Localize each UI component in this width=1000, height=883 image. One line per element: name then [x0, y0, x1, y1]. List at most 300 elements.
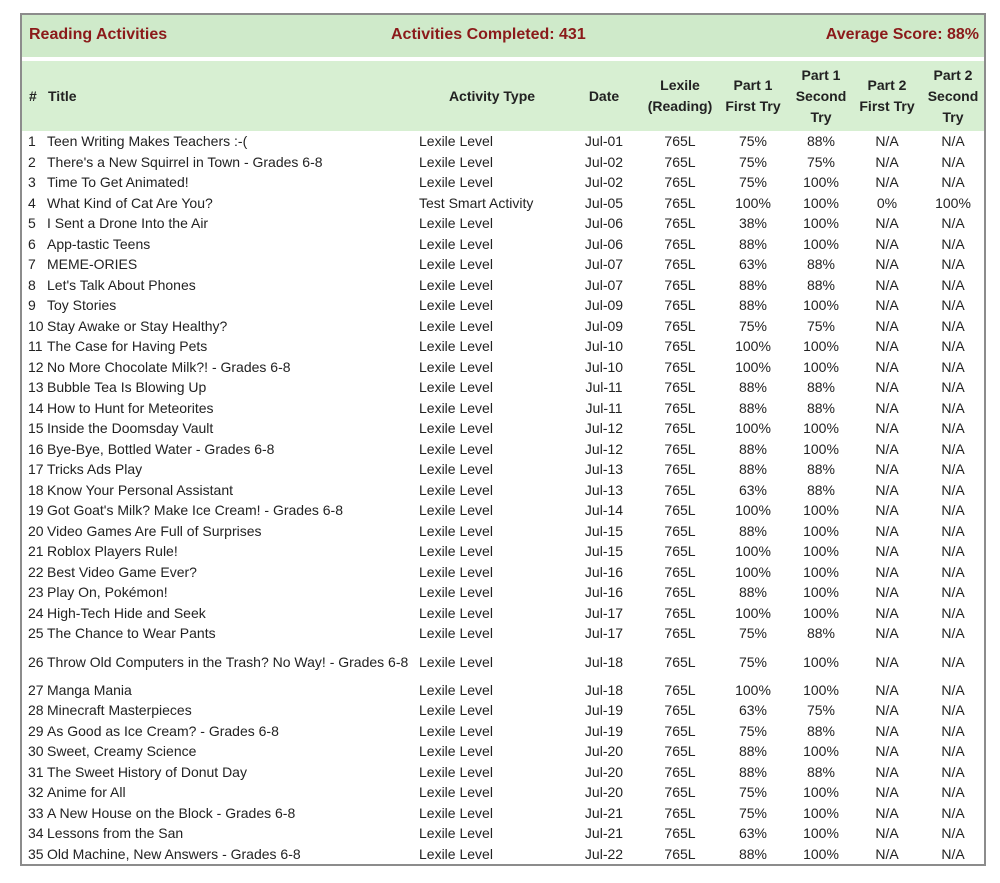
row-part1-first-try: 88%: [738, 440, 768, 457]
row-part2-second-try: N/A: [941, 153, 965, 170]
row-part2-second-try: N/A: [941, 379, 965, 396]
table-row: [22, 234, 984, 255]
row-activity-type: Lexile Level: [419, 481, 493, 498]
row-number: 29: [28, 722, 44, 739]
row-number: 17: [28, 461, 44, 478]
row-part2-second-try: N/A: [941, 440, 965, 457]
row-date: Jul-07: [584, 276, 624, 293]
row-part1-first-try: 75%: [738, 153, 768, 170]
header-lexile: Lexile (Reading): [647, 77, 713, 114]
row-number: 7: [28, 256, 36, 273]
row-part1-first-try: 100%: [735, 681, 771, 698]
row-date: Jul-09: [584, 317, 624, 334]
row-part1-second-try: 88%: [806, 399, 836, 416]
row-part2-first-try: N/A: [875, 502, 899, 519]
row-part2-second-try: N/A: [941, 276, 965, 293]
row-title: I Sent a Drone Into the Air: [47, 215, 209, 232]
table-row: [22, 213, 984, 234]
row-lexile: 765L: [664, 604, 696, 621]
row-part2-second-try: N/A: [941, 358, 965, 375]
row-part1-first-try: 88%: [738, 399, 768, 416]
row-part1-first-try: 63%: [738, 825, 768, 842]
row-part1-second-try: 75%: [806, 317, 836, 334]
row-title: What Kind of Cat Are You?: [47, 194, 213, 211]
row-activity-type: Lexile Level: [419, 338, 493, 355]
row-activity-type: Lexile Level: [419, 133, 493, 150]
row-lexile: 765L: [664, 276, 696, 293]
row-lexile: 765L: [664, 681, 696, 698]
row-part1-second-try: 100%: [803, 653, 839, 670]
row-date: Jul-20: [584, 743, 624, 760]
row-activity-type: Test Smart Activity: [419, 194, 534, 211]
row-date: Jul-16: [584, 563, 624, 580]
row-activity-type: Lexile Level: [419, 722, 493, 739]
row-part2-second-try: N/A: [941, 702, 965, 719]
row-activity-type: Lexile Level: [419, 317, 493, 334]
row-part2-second-try: N/A: [941, 215, 965, 232]
row-title: Time To Get Animated!: [47, 174, 189, 191]
row-part2-second-try: N/A: [941, 235, 965, 252]
row-part1-second-try: 88%: [806, 722, 836, 739]
row-part1-second-try: 88%: [806, 379, 836, 396]
row-lexile: 765L: [664, 174, 696, 191]
row-title: Know Your Personal Assistant: [47, 481, 234, 498]
row-date: Jul-11: [585, 379, 623, 396]
activities-table-body: [22, 131, 984, 864]
row-number: 12: [28, 358, 44, 375]
row-title: How to Hunt for Meteorites: [47, 399, 214, 416]
row-title: Play On, Pokémon!: [47, 584, 168, 601]
row-part1-second-try: 100%: [803, 845, 839, 862]
row-date: Jul-15: [584, 543, 624, 560]
row-part2-first-try: N/A: [875, 625, 899, 642]
row-date: Jul-20: [584, 784, 624, 801]
row-activity-type: Lexile Level: [419, 379, 493, 396]
row-part1-first-try: 75%: [738, 653, 768, 670]
row-part2-first-try: N/A: [875, 702, 899, 719]
row-part1-first-try: 100%: [735, 338, 771, 355]
row-date: Jul-01: [584, 133, 624, 150]
row-part2-first-try: N/A: [875, 215, 899, 232]
row-part2-first-try: N/A: [875, 543, 899, 560]
table-row: [22, 741, 984, 762]
row-date: Jul-02: [584, 153, 624, 170]
row-date: Jul-20: [584, 763, 624, 780]
row-activity-type: Lexile Level: [419, 543, 493, 560]
row-lexile: 765L: [664, 399, 696, 416]
row-activity-type: Lexile Level: [419, 563, 493, 580]
row-title: High-Tech Hide and Seek: [47, 604, 206, 621]
row-part2-first-try: N/A: [875, 235, 899, 252]
table-row: [22, 336, 984, 357]
row-number: 20: [28, 522, 44, 539]
row-date: Jul-10: [584, 358, 624, 375]
average-score: Average Score: 88%: [825, 26, 979, 43]
row-part1-second-try: 100%: [803, 543, 839, 560]
row-part1-first-try: 75%: [738, 722, 768, 739]
panel-title: Reading Activities: [29, 26, 168, 43]
row-part1-second-try: 75%: [806, 702, 836, 719]
row-title: As Good as Ice Cream? - Grades 6-8: [47, 722, 279, 739]
row-part2-first-try: N/A: [875, 743, 899, 760]
row-activity-type: Lexile Level: [419, 763, 493, 780]
row-date: Jul-22: [584, 845, 624, 862]
row-part1-second-try: 100%: [803, 681, 839, 698]
row-number: 25: [28, 625, 44, 642]
row-activity-type: Lexile Level: [419, 153, 493, 170]
row-part1-first-try: 63%: [738, 481, 768, 498]
table-row: [22, 823, 984, 844]
row-title: Bubble Tea Is Blowing Up: [47, 379, 207, 396]
row-number: 28: [28, 702, 44, 719]
row-date: Jul-07: [584, 256, 624, 273]
table-row: [22, 295, 984, 316]
row-part1-second-try: 75%: [806, 153, 836, 170]
row-number: 22: [28, 563, 44, 580]
header-date: Date: [588, 87, 620, 104]
row-part2-second-try: N/A: [941, 481, 965, 498]
row-title: There's a New Squirrel in Town - Grades 6-8: [47, 153, 323, 170]
row-part1-first-try: 75%: [738, 804, 768, 821]
row-part1-first-try: 75%: [738, 174, 768, 191]
row-lexile: 765L: [664, 502, 696, 519]
row-lexile: 765L: [664, 584, 696, 601]
row-activity-type: Lexile Level: [419, 653, 493, 670]
row-part2-second-try: N/A: [941, 563, 965, 580]
table-row: [22, 131, 984, 152]
table-row: [22, 459, 984, 480]
row-part2-first-try: N/A: [875, 133, 899, 150]
row-lexile: 765L: [664, 235, 696, 252]
row-part2-first-try: N/A: [875, 174, 899, 191]
row-part1-second-try: 88%: [806, 763, 836, 780]
row-activity-type: Lexile Level: [419, 784, 493, 801]
row-date: Jul-12: [584, 440, 624, 457]
table-row: [22, 803, 984, 824]
row-title: Let's Talk About Phones: [47, 276, 196, 293]
row-lexile: 765L: [664, 215, 696, 232]
row-date: Jul-17: [584, 604, 624, 621]
row-activity-type: Lexile Level: [419, 461, 493, 478]
row-part1-first-try: 63%: [738, 702, 768, 719]
row-part2-second-try: N/A: [941, 522, 965, 539]
row-number: 30: [28, 743, 44, 760]
table-row: [22, 623, 984, 644]
row-part1-second-try: 100%: [803, 358, 839, 375]
row-title: Throw Old Computers in the Trash? No Way! - Grades 6-8: [47, 653, 409, 670]
row-part1-second-try: 100%: [803, 420, 839, 437]
row-lexile: 765L: [664, 461, 696, 478]
row-part1-first-try: 88%: [738, 297, 768, 314]
row-part1-first-try: 88%: [738, 379, 768, 396]
row-part2-first-try: N/A: [875, 276, 899, 293]
row-date: Jul-19: [584, 722, 624, 739]
row-part1-first-try: 63%: [738, 256, 768, 273]
row-part1-second-try: 100%: [803, 235, 839, 252]
row-part1-second-try: 100%: [803, 338, 839, 355]
table-row: [22, 377, 984, 398]
header-title: Title: [48, 87, 77, 104]
row-number: 3: [28, 174, 36, 191]
row-part1-second-try: 100%: [803, 743, 839, 760]
row-part2-first-try: N/A: [875, 825, 899, 842]
row-title: Stay Awake or Stay Healthy?: [47, 317, 228, 334]
row-activity-type: Lexile Level: [419, 825, 493, 842]
row-title: The Chance to Wear Pants: [47, 625, 216, 642]
row-part1-first-try: 75%: [738, 625, 768, 642]
row-lexile: 765L: [664, 625, 696, 642]
row-number: 4: [28, 194, 36, 211]
row-activity-type: Lexile Level: [419, 743, 493, 760]
table-row: [22, 541, 984, 562]
row-title: A New House on the Block - Grades 6-8: [47, 804, 296, 821]
row-number: 16: [28, 440, 44, 457]
row-title: Minecraft Masterpieces: [47, 702, 192, 719]
row-date: Jul-11: [585, 399, 623, 416]
row-part1-first-try: 75%: [738, 784, 768, 801]
row-title: Teen Writing Makes Teachers :-(: [47, 133, 248, 150]
row-part1-second-try: 100%: [803, 804, 839, 821]
row-lexile: 765L: [664, 743, 696, 760]
row-part1-second-try: 88%: [806, 461, 836, 478]
row-lexile: 765L: [664, 317, 696, 334]
row-title: Manga Mania: [47, 681, 132, 698]
row-part1-second-try: 100%: [803, 563, 839, 580]
row-activity-type: Lexile Level: [419, 256, 493, 273]
table-row: [22, 700, 984, 721]
row-activity-type: Lexile Level: [419, 399, 493, 416]
row-title: Toy Stories: [47, 297, 117, 314]
table-row: [22, 398, 984, 419]
row-part1-second-try: 88%: [806, 276, 836, 293]
row-activity-type: Lexile Level: [419, 235, 493, 252]
table-row: [22, 275, 984, 296]
row-date: Jul-14: [584, 502, 624, 519]
row-part2-first-try: N/A: [875, 317, 899, 334]
row-part2-first-try: N/A: [875, 722, 899, 739]
table-row: [22, 316, 984, 337]
row-date: Jul-18: [584, 653, 624, 670]
row-activity-type: Lexile Level: [419, 625, 493, 642]
table-row: [22, 357, 984, 378]
row-activity-type: Lexile Level: [419, 584, 493, 601]
row-date: Jul-18: [584, 681, 624, 698]
row-lexile: 765L: [664, 256, 696, 273]
row-part1-second-try: 88%: [806, 256, 836, 273]
row-lexile: 765L: [664, 825, 696, 842]
row-title: Lessons from the San: [47, 825, 184, 842]
table-row: [22, 152, 984, 173]
header-activity-type: Activity Type: [448, 87, 536, 104]
row-part1-second-try: 100%: [803, 440, 839, 457]
row-lexile: 765L: [664, 804, 696, 821]
table-row: [22, 480, 984, 501]
row-date: Jul-09: [584, 297, 624, 314]
row-part2-second-try: N/A: [941, 653, 965, 670]
row-date: Jul-19: [584, 702, 624, 719]
row-lexile: 765L: [664, 358, 696, 375]
row-part1-second-try: 100%: [803, 215, 839, 232]
row-lexile: 765L: [664, 653, 696, 670]
row-part2-second-try: N/A: [941, 681, 965, 698]
row-date: Jul-10: [584, 338, 624, 355]
table-row: [22, 680, 984, 701]
row-date: Jul-13: [584, 461, 624, 478]
row-lexile: 765L: [664, 522, 696, 539]
summary-bar: [22, 15, 984, 57]
row-number: 2: [28, 153, 36, 170]
row-part1-second-try: 100%: [803, 604, 839, 621]
row-part2-second-try: N/A: [941, 461, 965, 478]
row-part2-second-try: N/A: [941, 174, 965, 191]
row-part1-second-try: 100%: [803, 522, 839, 539]
row-number: 14: [28, 399, 44, 416]
row-part2-second-try: N/A: [941, 317, 965, 334]
table-row: [22, 193, 984, 214]
row-activity-type: Lexile Level: [419, 297, 493, 314]
row-lexile: 765L: [664, 194, 696, 211]
row-part1-first-try: 75%: [738, 317, 768, 334]
row-activity-type: Lexile Level: [419, 845, 493, 862]
row-activity-type: Lexile Level: [419, 604, 493, 621]
row-lexile: 765L: [664, 563, 696, 580]
row-title: App-tastic Teens: [47, 235, 151, 252]
row-part1-first-try: 88%: [738, 522, 768, 539]
row-lexile: 765L: [664, 440, 696, 457]
row-title: Inside the Doomsday Vault: [47, 420, 214, 437]
row-part2-second-try: N/A: [941, 625, 965, 642]
row-date: Jul-12: [584, 420, 624, 437]
row-part2-first-try: N/A: [875, 153, 899, 170]
table-header: [22, 61, 984, 131]
row-part2-first-try: N/A: [875, 584, 899, 601]
row-date: Jul-02: [584, 174, 624, 191]
row-part1-first-try: 38%: [738, 215, 768, 232]
row-part1-first-try: 100%: [735, 563, 771, 580]
row-part2-second-try: 100%: [935, 194, 971, 211]
row-part2-second-try: N/A: [941, 845, 965, 862]
row-part1-first-try: 100%: [735, 420, 771, 437]
row-number: 6: [28, 235, 36, 252]
row-part2-first-try: N/A: [875, 563, 899, 580]
row-date: Jul-21: [584, 804, 624, 821]
row-number: 23: [28, 584, 44, 601]
row-part1-first-try: 88%: [738, 235, 768, 252]
row-part2-first-try: N/A: [875, 379, 899, 396]
row-number: 5: [28, 215, 36, 232]
row-number: 15: [28, 420, 44, 437]
row-activity-type: Lexile Level: [419, 804, 493, 821]
row-date: Jul-21: [584, 825, 624, 842]
row-number: 1: [28, 133, 36, 150]
row-number: 21: [28, 543, 44, 560]
row-lexile: 765L: [664, 338, 696, 355]
table-row: [22, 500, 984, 521]
row-part2-second-try: N/A: [941, 722, 965, 739]
header-part2-second-try: Part 2 Second Try: [927, 66, 979, 125]
row-part2-first-try: N/A: [875, 845, 899, 862]
row-lexile: 765L: [664, 420, 696, 437]
table-row: [22, 562, 984, 583]
row-part2-first-try: N/A: [875, 763, 899, 780]
row-number: 34: [28, 825, 44, 842]
row-part2-second-try: N/A: [941, 338, 965, 355]
row-lexile: 765L: [664, 133, 696, 150]
row-part1-second-try: 100%: [803, 174, 839, 191]
row-part2-second-try: N/A: [941, 743, 965, 760]
row-number: 8: [28, 276, 36, 293]
row-date: Jul-16: [584, 584, 624, 601]
row-title: Tricks Ads Play: [47, 461, 143, 478]
row-lexile: 765L: [664, 153, 696, 170]
row-number: 19: [28, 502, 44, 519]
row-part1-second-try: 100%: [803, 297, 839, 314]
row-title: Bye-Bye, Bottled Water - Grades 6-8: [47, 440, 275, 457]
row-title: The Sweet History of Donut Day: [47, 763, 247, 780]
activities-completed: Activities Completed: 431: [391, 26, 586, 43]
row-activity-type: Lexile Level: [419, 420, 493, 437]
row-activity-type: Lexile Level: [419, 522, 493, 539]
row-number: 18: [28, 481, 44, 498]
row-part1-second-try: 100%: [803, 502, 839, 519]
row-part2-first-try: N/A: [875, 338, 899, 355]
row-part2-second-try: N/A: [941, 502, 965, 519]
row-lexile: 765L: [664, 784, 696, 801]
row-part2-second-try: N/A: [941, 420, 965, 437]
row-activity-type: Lexile Level: [419, 502, 493, 519]
row-part2-first-try: 0%: [876, 194, 898, 211]
row-part2-second-try: N/A: [941, 399, 965, 416]
row-title: Sweet, Creamy Science: [47, 743, 197, 760]
row-title: No More Chocolate Milk?! - Grades 6-8: [47, 358, 291, 375]
row-part1-first-try: 100%: [735, 358, 771, 375]
row-part1-first-try: 75%: [738, 133, 768, 150]
header-part1-first-try: Part 1 First Try: [725, 77, 781, 114]
table-row: [22, 254, 984, 275]
row-part2-first-try: N/A: [875, 256, 899, 273]
row-number: 31: [28, 763, 44, 780]
row-part1-second-try: 88%: [806, 625, 836, 642]
row-lexile: 765L: [664, 297, 696, 314]
row-part2-second-try: N/A: [941, 604, 965, 621]
row-part2-first-try: N/A: [875, 804, 899, 821]
row-part1-first-try: 88%: [738, 845, 768, 862]
row-part2-first-try: N/A: [875, 784, 899, 801]
row-number: 32: [28, 784, 44, 801]
row-part2-first-try: N/A: [875, 420, 899, 437]
row-date: Jul-13: [584, 481, 624, 498]
row-activity-type: Lexile Level: [419, 702, 493, 719]
row-part2-first-try: N/A: [875, 297, 899, 314]
row-part1-first-try: 88%: [738, 763, 768, 780]
row-part1-second-try: 88%: [806, 481, 836, 498]
table-row: [22, 782, 984, 803]
row-part2-first-try: N/A: [875, 604, 899, 621]
row-lexile: 765L: [664, 702, 696, 719]
table-row: [22, 521, 984, 542]
row-activity-type: Lexile Level: [419, 215, 493, 232]
row-date: Jul-17: [584, 625, 624, 642]
table-row: [22, 721, 984, 742]
row-title: Video Games Are Full of Surprises: [47, 522, 262, 539]
row-title: Anime for All: [47, 784, 126, 801]
row-activity-type: Lexile Level: [419, 358, 493, 375]
table-row: [22, 439, 984, 460]
table-row: [22, 172, 984, 193]
row-part1-first-try: 88%: [738, 276, 768, 293]
row-date: Jul-05: [584, 194, 624, 211]
row-part1-first-try: 88%: [738, 743, 768, 760]
